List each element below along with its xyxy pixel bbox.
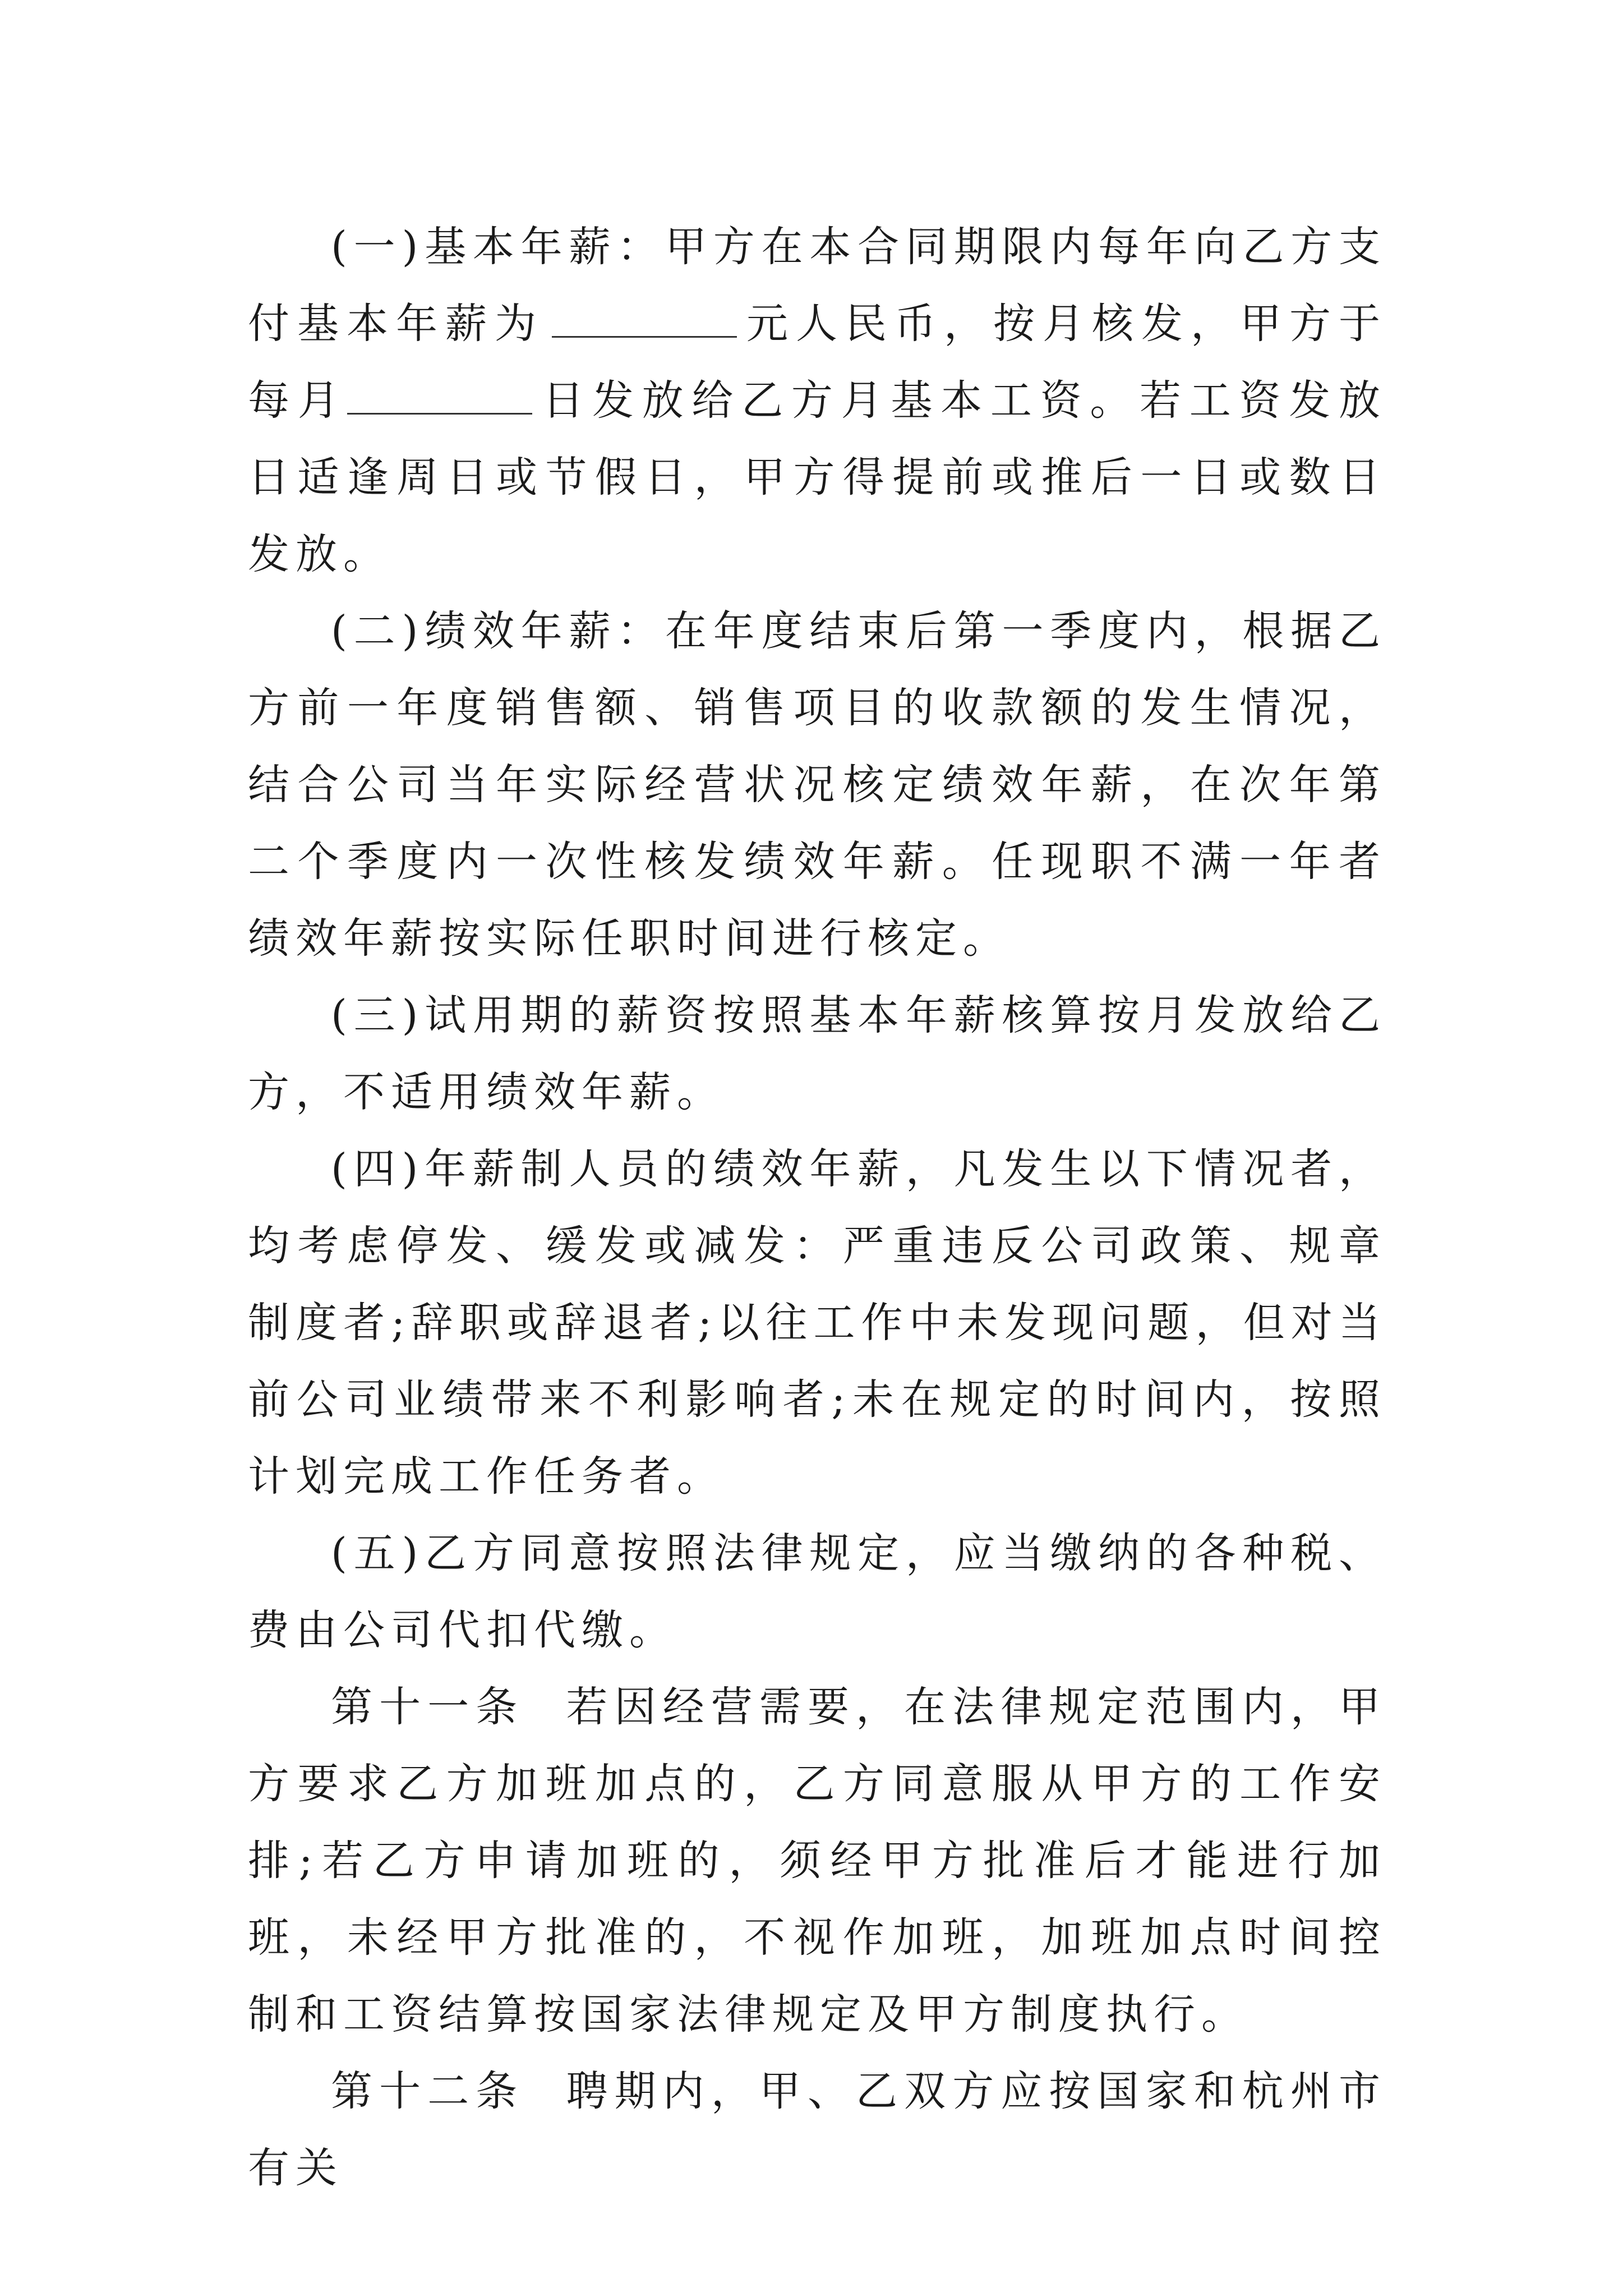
paragraph-probation-salary	[248, 977, 1386, 1131]
basic-salary-text-1: (一)基本年薪：甲方在本合同期限内每年向乙方支付基本年薪为	[248, 223, 1386, 348]
paragraph-performance-deduction	[248, 1131, 1386, 1515]
probation-salary-text: (三)试用期的薪资按照基本年薪核算按月发放给乙方，不适用绩效年薪。	[248, 991, 1386, 1116]
basic-salary-text-2: 元人民币，按月核发，甲方于每月	[248, 300, 1386, 425]
paragraph-basic-salary	[248, 209, 1386, 593]
paragraph-performance-salary	[248, 593, 1386, 977]
article-11-heading: 第十一条	[331, 1683, 524, 1731]
performance-salary-text: (二)绩效年薪：在年度结束后第一季度内，根据乙方前一年度销售额、销售项目的收款额的发生情况，结合公司当年实际经营状况核定绩效年薪，在次年第二个季度内一次性核发绩效年薪。任现职不满一年者绩效年薪按实际任职时间进行核定。	[248, 607, 1386, 963]
paragraph-article-12	[248, 2053, 1386, 2207]
pay-day-blank	[347, 379, 532, 415]
article-11-text: 若因经营需要，在法律规定范围内，甲方要求乙方加班加点的，乙方同意服从甲方的工作安排;若乙方申请加班的，须经甲方批准后才能进行加班，未经甲方批准的，不视作加班，加班加点时间控制和工资结算按国家法律规定及甲方制度执行。	[248, 1683, 1387, 2039]
article-12-text: 聘期内，甲、乙双方应按国家和杭州市有关	[248, 2067, 1387, 2192]
basic-salary-text-3: 日发放给乙方月基本工资。若工资发放日适逢周日或节假日，甲方得提前或推后一日或数日发放。	[248, 376, 1387, 578]
performance-deduction-text: (四)年薪制人员的绩效年薪，凡发生以下情况者，均考虑停发、缓发或减发：严重违反公司政策、规章制度者;辞职或辞退者;以往工作中未发现问题，但对当前公司业绩带来不利影响者;未在规定的时间内，按照计划完成工作任务者。	[248, 1145, 1386, 1501]
paragraph-tax-withholding	[248, 1515, 1386, 1669]
article-12-heading: 第十二条	[331, 2067, 524, 2115]
paragraph-article-11	[248, 1669, 1386, 2053]
tax-withholding-text: (五)乙方同意按照法律规定，应当缴纳的各种税、费由公司代扣代缴。	[248, 1529, 1386, 1654]
annual-salary-amount-blank	[552, 302, 737, 338]
document-body	[248, 209, 1386, 2207]
